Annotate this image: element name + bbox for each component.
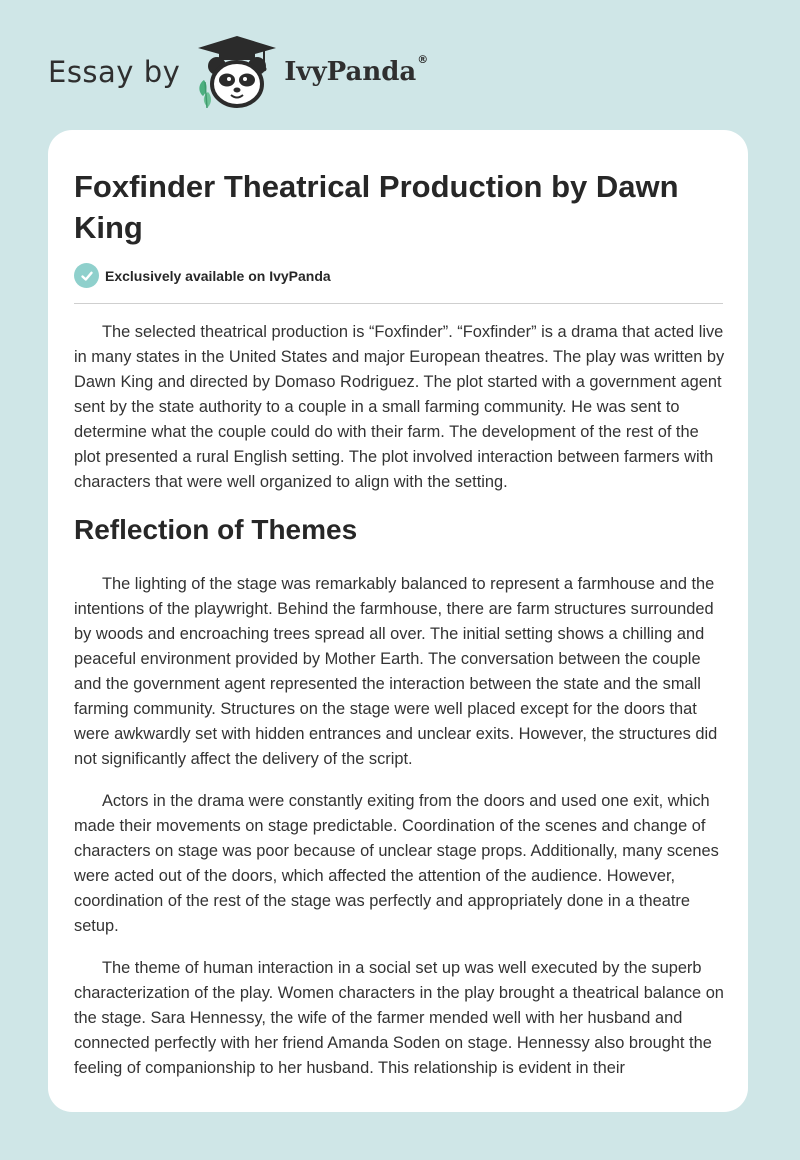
brand-prefix: Essay by xyxy=(48,55,181,89)
brand-header[interactable] xyxy=(48,34,428,110)
paragraph: The theme of human interaction in a social set up was well executed by the superb characterization of the play. Women characters in the play brought a theatrical balance on the stage. Sara Hennessy, the wife of the farmer mended well with her husband and connected perfectly with her friend Amanda Soden on stage. Hennessy also brought the feeling of companionship to her husband. This relationship is evident in their xyxy=(74,959,724,1077)
registered-mark: ® xyxy=(417,53,429,66)
paragraph: The lighting of the stage was remarkably balanced to represent a farmhouse and the intentions of the playwright. Behind the farmhouse, there are farm structures surrounded by woods and encroaching trees spread all over. The initial setting shows a chilling and peaceful environment provided by Mother Earth. The conversation between the couple and the government agent represented the interaction between the state and the small farming community. Structures on the stage were well placed except for the doors that were awkwardly set with hidden entrances and unclear exits. However, the structures did not significantly affect the delivery of the script. xyxy=(74,575,718,768)
essay-body xyxy=(74,320,726,1098)
panda-graduate-icon xyxy=(194,34,280,110)
paragraph: Actors in the drama were constantly exiting from the doors and used one exit, which made their movements on stage predictable. Coordination of the scenes and change of characters on stage was poor because of unclear stage props. Additionally, many scenes were acted out of the doors, which affected the attention of the audience. However, coordination of the rest of the stage was perfectly and appropriately done in a theatre setup. xyxy=(74,792,719,935)
brand-name: IvyPanda® xyxy=(284,53,429,87)
page-title: Foxfinder Theatrical Production by Dawn King xyxy=(74,169,679,245)
check-icon xyxy=(74,263,99,288)
exclusive-notice xyxy=(74,263,331,288)
divider xyxy=(74,303,723,304)
essay-card xyxy=(48,130,748,1112)
exclusive-label: Exclusively available on IvyPanda xyxy=(105,267,331,284)
section-heading: Reflection of Themes xyxy=(74,514,358,545)
paragraph: The selected theatrical production is “Foxfinder”. “Foxfinder” is a drama that acted live in many states in the United States and major European theatres. The play was written by Dawn King and directed by Domaso Rodriguez. The plot started with a government agent sent by the state authority to a couple in a small farming community. He was sent to determine what the couple could do with their farm. The development of the rest of the plot presented a rural English setting. The plot involved interaction between farmers with characters that were well organized to align with the setting. xyxy=(74,323,725,491)
